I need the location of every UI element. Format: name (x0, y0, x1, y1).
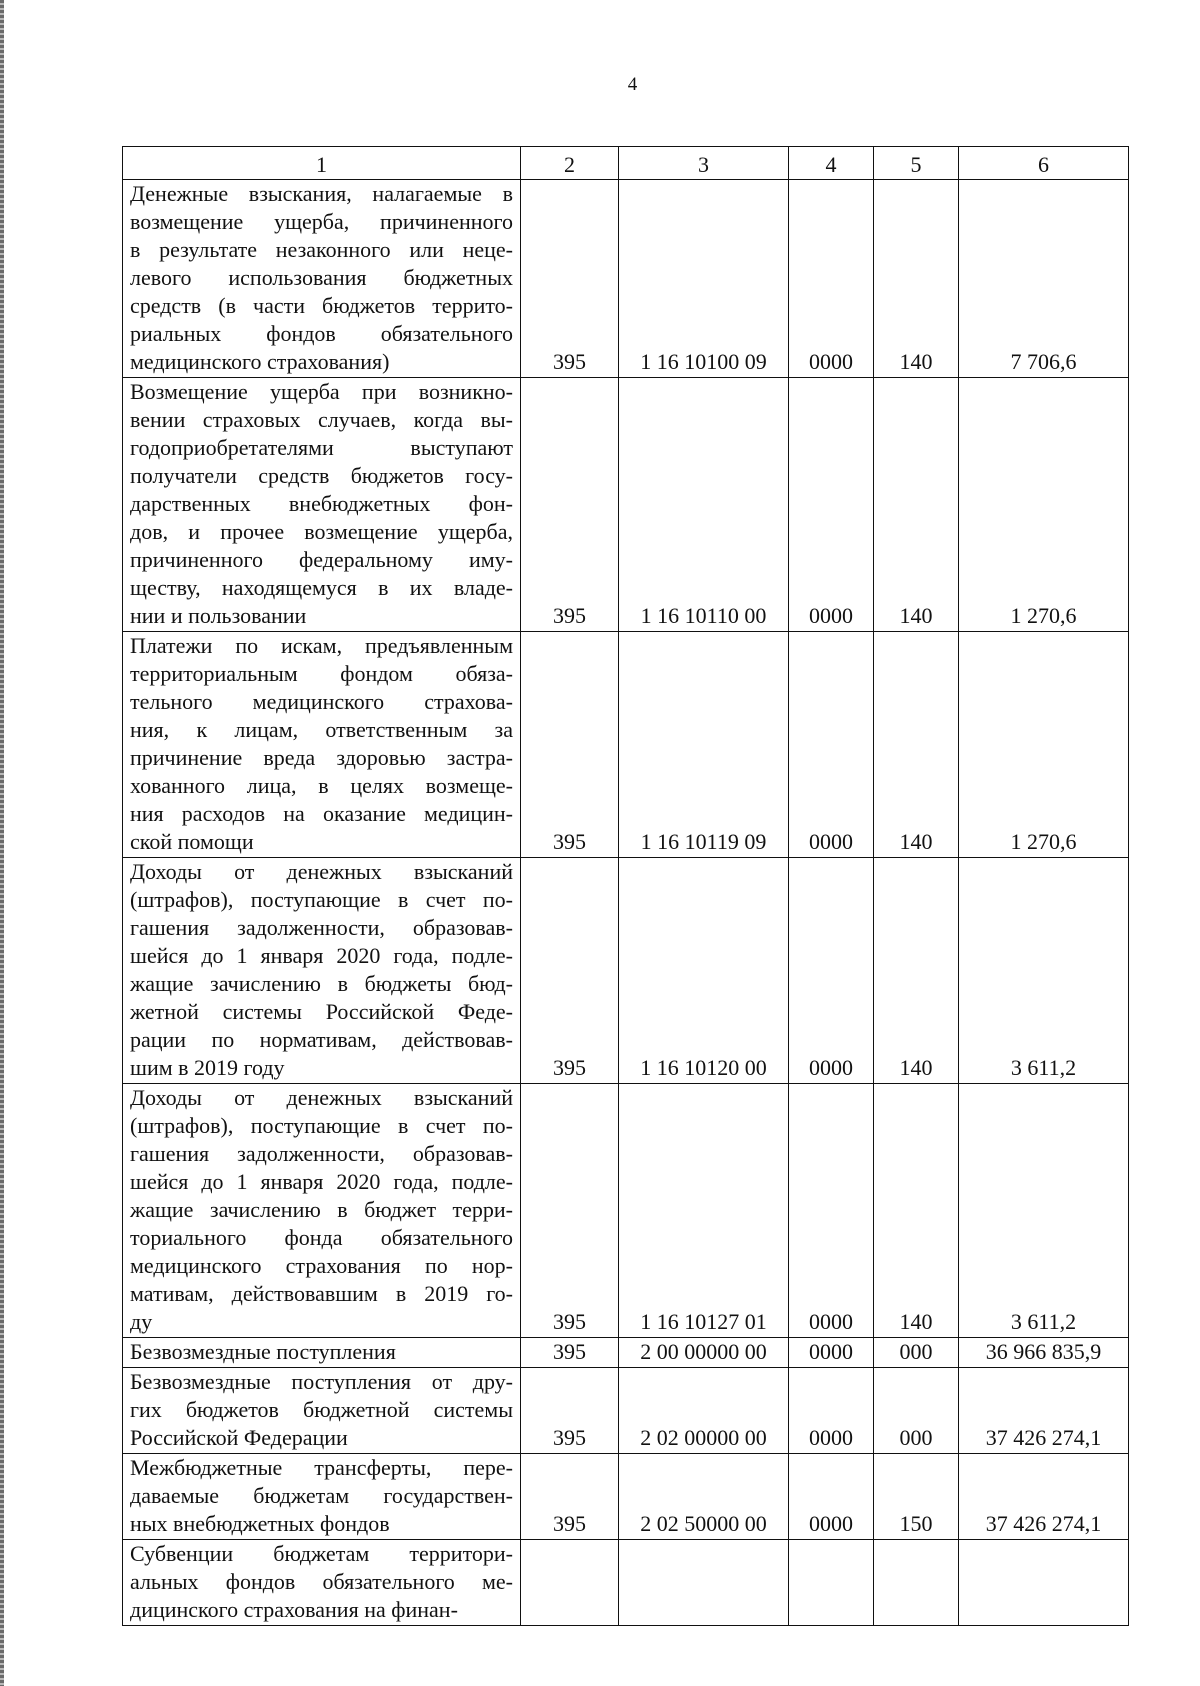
description-line: ториального фонда обязательного (130, 1225, 513, 1250)
table-row (123, 1454, 1129, 1540)
description-line: ществу, находящемуся в их владе- (130, 575, 513, 600)
description-line: шим в 2019 году (130, 1055, 285, 1080)
header-cell-1: 1 (123, 147, 521, 180)
table-row (123, 1540, 1129, 1626)
description-line: Возмещение ущерба при возникно- (130, 379, 513, 404)
row-kind-code: 000 (874, 1338, 959, 1368)
row-admin-code: 395 (521, 858, 619, 1084)
row-budget-code (619, 1540, 789, 1626)
row-kind-code: 140 (874, 1084, 959, 1338)
row-subcode: 0000 (789, 632, 874, 858)
description-line: Доходы от денежных взысканий (130, 1085, 513, 1110)
table-header-row (123, 147, 1129, 180)
description-line: альных фондов обязательного ме- (130, 1569, 513, 1594)
row-budget-code: 1 16 10120 00 (619, 858, 789, 1084)
table-row (123, 1368, 1129, 1454)
description-line: средств (в части бюджетов террито- (130, 293, 513, 318)
description-line: получатели средств бюджетов госу- (130, 463, 513, 488)
description-line: риальных фондов обязательного (130, 321, 513, 346)
row-admin-code: 395 (521, 1454, 619, 1540)
row-budget-code: 2 02 00000 00 (619, 1368, 789, 1454)
scan-edge (0, 0, 4, 1686)
description-line: шейся до 1 января 2020 года, подле- (130, 943, 513, 968)
row-kind-code (874, 1540, 959, 1626)
description-line: территориальным фондом обяза- (130, 661, 513, 686)
description-line: Платежи по искам, предъявленным (130, 633, 513, 658)
row-subcode: 0000 (789, 378, 874, 632)
description-line: (штрафов), поступающие в счет по- (130, 1113, 513, 1138)
row-budget-code: 1 16 10127 01 (619, 1084, 789, 1338)
description-line: гашения задолженности, образовав- (130, 1141, 513, 1166)
description-line: причиненного федеральному иму- (130, 547, 513, 572)
row-description (123, 180, 521, 378)
description-line: Межбюджетные трансферты, пере- (130, 1455, 513, 1480)
row-amount: 36 966 835,9 (959, 1338, 1129, 1368)
table-row (123, 632, 1129, 858)
row-admin-code: 395 (521, 378, 619, 632)
row-subcode: 0000 (789, 1368, 874, 1454)
description-line: дарственных внебюджетных фон- (130, 491, 513, 516)
description-line: дицинского страхования на финан- (130, 1597, 458, 1622)
header-cell-6: 6 (959, 147, 1129, 180)
description-line: тельного медицинского страхова- (130, 689, 513, 714)
header-cell-4: 4 (789, 147, 874, 180)
row-admin-code (521, 1540, 619, 1626)
description-line: Безвозмездные поступления (130, 1339, 396, 1364)
description-line: ду (130, 1309, 153, 1334)
table-row (123, 378, 1129, 632)
row-amount: 37 426 274,1 (959, 1454, 1129, 1540)
row-subcode: 0000 (789, 1454, 874, 1540)
revenue-table (122, 146, 1129, 1626)
row-budget-code: 1 16 10110 00 (619, 378, 789, 632)
description-line: Субвенции бюджетам территори- (130, 1541, 513, 1566)
row-description (123, 858, 521, 1084)
table-row (123, 1084, 1129, 1338)
description-line: Российской Федерации (130, 1425, 348, 1450)
row-description (123, 632, 521, 858)
description-line: левого использования бюджетных (130, 265, 513, 290)
row-description (123, 1084, 521, 1338)
description-line: возмещение ущерба, причиненного (130, 209, 513, 234)
row-kind-code: 000 (874, 1368, 959, 1454)
row-description (123, 1338, 521, 1368)
description-line: жащие зачислению в бюджет терри- (130, 1197, 513, 1222)
header-cell-3: 3 (619, 147, 789, 180)
description-line: причинение вреда здоровью застра- (130, 745, 513, 770)
description-line: мативам, действовавшим в 2019 го- (130, 1281, 513, 1306)
description-line: ской помощи (130, 829, 254, 854)
description-line: жащие зачислению в бюджеты бюд- (130, 971, 513, 996)
row-budget-code: 1 16 10119 09 (619, 632, 789, 858)
page-number: 4 (627, 74, 638, 95)
row-kind-code: 140 (874, 180, 959, 378)
description-line: Доходы от денежных взысканий (130, 859, 513, 884)
description-line: Денежные взыскания, налагаемые в (130, 181, 513, 206)
row-admin-code: 395 (521, 1084, 619, 1338)
row-admin-code: 395 (521, 180, 619, 378)
row-amount: 37 426 274,1 (959, 1368, 1129, 1454)
row-subcode: 0000 (789, 180, 874, 378)
description-line: вении страховых случаев, когда вы- (130, 407, 513, 432)
description-line: гих бюджетов бюджетной системы (130, 1397, 513, 1422)
description-line: Безвозмездные поступления от дру- (130, 1369, 513, 1394)
row-budget-code: 2 02 50000 00 (619, 1454, 789, 1540)
row-amount: 1 270,6 (959, 378, 1129, 632)
row-description (123, 1368, 521, 1454)
row-admin-code: 395 (521, 1338, 619, 1368)
table-row (123, 1338, 1129, 1368)
header-cell-5: 5 (874, 147, 959, 180)
row-budget-code: 2 00 00000 00 (619, 1338, 789, 1368)
row-description (123, 1454, 521, 1540)
row-kind-code: 140 (874, 632, 959, 858)
description-line: (штрафов), поступающие в счет по- (130, 887, 513, 912)
description-line: ния, к лицам, ответственным за (130, 717, 513, 742)
row-subcode: 0000 (789, 858, 874, 1084)
description-line: годоприобретателями выступают (130, 435, 513, 460)
row-admin-code: 395 (521, 1368, 619, 1454)
row-budget-code: 1 16 10100 09 (619, 180, 789, 378)
header-cell-2: 2 (521, 147, 619, 180)
description-line: дов, и прочее возмещение ущерба, (130, 519, 513, 544)
row-kind-code: 140 (874, 858, 959, 1084)
row-amount: 3 611,2 (959, 1084, 1129, 1338)
row-kind-code: 150 (874, 1454, 959, 1540)
row-amount: 1 270,6 (959, 632, 1129, 858)
description-line: в результате незаконного или неце- (130, 237, 513, 262)
description-line: гашения задолженности, образовав- (130, 915, 513, 940)
description-line: ных внебюджетных фондов (130, 1511, 390, 1536)
description-line: медицинского страхования по нор- (130, 1253, 513, 1278)
description-line: шейся до 1 января 2020 года, подле- (130, 1169, 513, 1194)
description-line: даваемые бюджетам государствен- (130, 1483, 513, 1508)
row-amount (959, 1540, 1129, 1626)
row-amount: 7 706,6 (959, 180, 1129, 378)
row-description (123, 1540, 521, 1626)
row-kind-code: 140 (874, 378, 959, 632)
row-amount: 3 611,2 (959, 858, 1129, 1084)
description-line: жетной системы Российской Феде- (130, 999, 513, 1024)
row-subcode: 0000 (789, 1338, 874, 1368)
description-line: нии и пользовании (130, 603, 307, 628)
description-line: ния расходов на оказание медицин- (130, 801, 513, 826)
description-line: хованного лица, в целях возмеще- (130, 773, 513, 798)
description-line: рации по нормативам, действовав- (130, 1027, 513, 1052)
row-admin-code: 395 (521, 632, 619, 858)
row-subcode (789, 1540, 874, 1626)
table-row (123, 180, 1129, 378)
row-subcode: 0000 (789, 1084, 874, 1338)
description-line: медицинского страхования) (130, 349, 390, 374)
table-row (123, 858, 1129, 1084)
row-description (123, 378, 521, 632)
